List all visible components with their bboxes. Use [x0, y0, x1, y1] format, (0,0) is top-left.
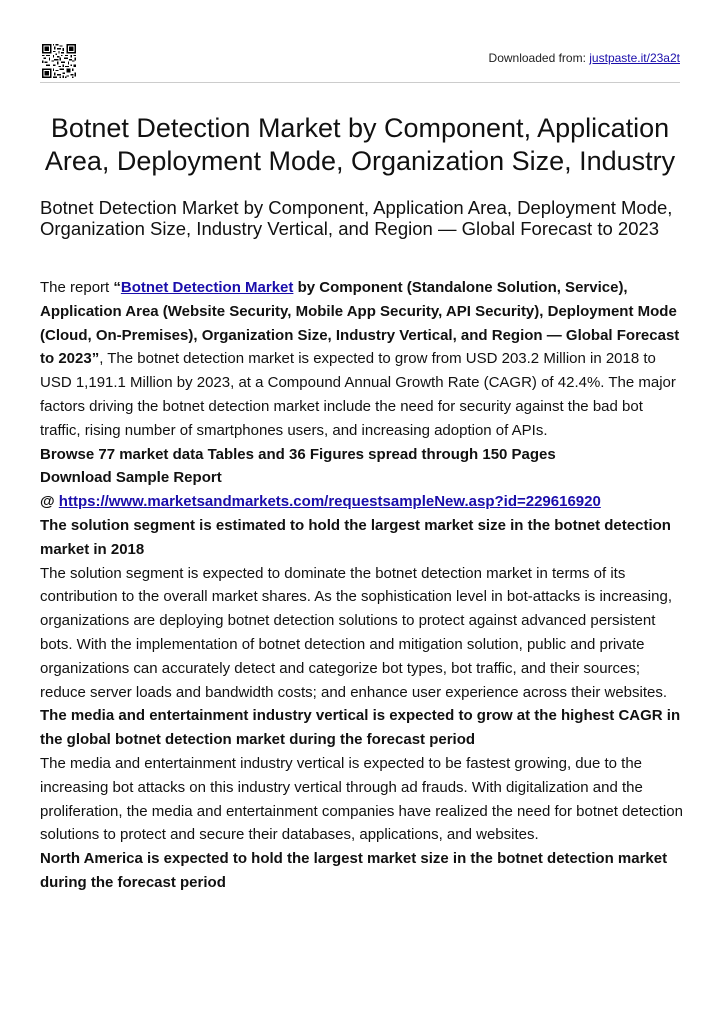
intro-open-quote: “ — [113, 279, 121, 296]
sample-link-prefix: @ — [40, 493, 59, 511]
section-heading-north-america — [40, 847, 685, 895]
section-text-media: The media and entertainment industry vertical is expected to be fastest growing, due to the increasing bot attacks on this industry vertical through ad frauds. With digitalization and the proliferation, the media and entertainment companies have realized the need for botnet detection solutions to protect and secure their databases, applications, and websites. — [40, 754, 683, 844]
header-divider — [40, 82, 680, 83]
section-text-solution: The solution segment is expected to dominate the botnet detection market in terms of its contribution to the overall market shares. As the sophistication level in bot-attacks is increasing, organizations are deploying botnet detection solutions to protect against advanced persistent bots. With the implementation of botnet detection and mitigation solution, public and private organizations can accurately detect and categorize bot types, bot traffic, and their sources; reduce server loads and bandwidth costs; and enhance user experience across their websites. — [40, 564, 672, 701]
download-sample-label — [40, 466, 685, 490]
download-source — [489, 51, 680, 65]
download-sample-text: Download Sample Report — [40, 469, 222, 487]
intro-paragraph — [40, 276, 685, 443]
article-body — [40, 276, 685, 895]
section-heading-text: North America is expected to hold the largest market size in the botnet detection market during the forecast period — [40, 850, 668, 891]
section-heading-media — [40, 704, 685, 752]
download-source-label: Downloaded from: — [488, 51, 586, 65]
qr-code-icon — [42, 44, 76, 78]
sample-link-line — [40, 490, 685, 514]
report-title-rest: by Component (Standalone Solution, Service), Application Area (Website Security, Mobile App Security, API Security), Deployment Mode (Cloud, On-Premises), Organization Size, Industry Vertical, and Region — Global Forecast to 2023” — [40, 279, 680, 368]
download-source-link[interactable]: justpaste.it/23a2t — [589, 51, 680, 65]
page-title: Botnet Detection Market by Component, Application Area, Deployment Mode, Organization Size, Industry — [44, 113, 676, 176]
report-title-link[interactable]: Botnet Detection Market — [120, 279, 294, 296]
browse-line-text: Browse 77 market data Tables and 36 Figures spread through 150 Pages — [40, 445, 556, 463]
section-heading-solution — [40, 514, 685, 562]
sample-report-link[interactable]: https://www.marketsandmarkets.com/requestsampleNew.asp?id=229616920 — [58, 493, 601, 511]
browse-line — [40, 443, 685, 467]
page-subtitle: Botnet Detection Market by Component, Application Area, Deployment Mode, Organization Size, Industry Vertical, and Region — Global Forecast to 2023 — [40, 197, 673, 239]
intro-prefix: The report — [40, 279, 114, 296]
section-heading-text: The solution segment is estimated to hold the largest market size in the botnet detection market in 2018 — [40, 516, 671, 558]
intro-text: , The botnet detection market is expected to grow from USD 203.2 Million in 2018 to USD 1,191.1 Million by 2023, at a Compound Annual Growth Rate (CAGR) of 42.4%. The major factors driving the botnet detection market include the need for security against the bad bot traffic, rising number of smartphones users, and increasing adoption of APIs. — [40, 350, 676, 439]
section-heading-text: The media and entertainment industry vertical is expected to grow at the highest CAGR in the global botnet detection market during the forecast period — [40, 707, 681, 749]
